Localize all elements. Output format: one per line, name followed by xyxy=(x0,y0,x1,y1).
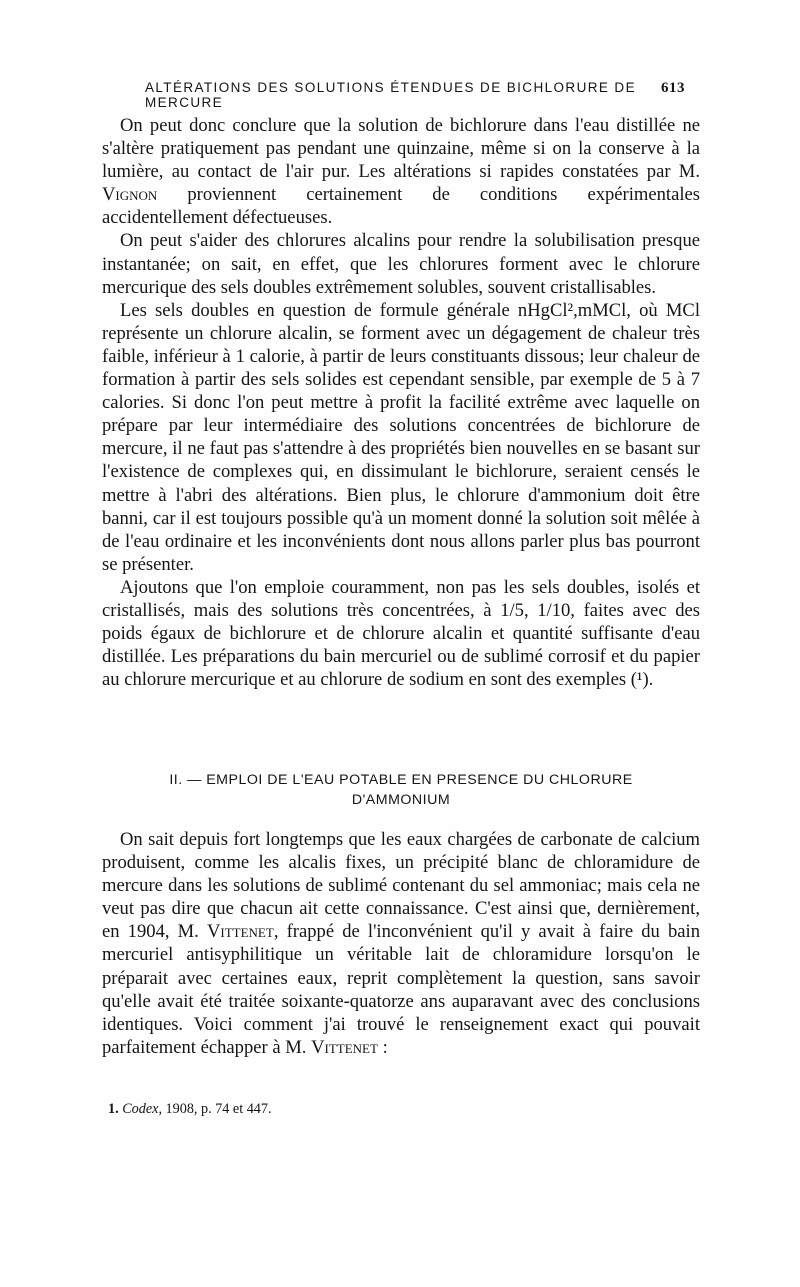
author-name-vittenet: Vittenet xyxy=(206,921,274,943)
paragraph-3: Les sels doubles en question de formule générale nHgCl²,mMCl, où MCl représente un chlorure alcalin, se forment avec un dégagement de chaleur très faible, inférieur à 1 calorie, à partir de leurs constituants dissous; leur chaleur de formation à partir des sels solides est cependant sensible, par exemple de 5 à 7 calories. Si donc l'on peut mettre à profit la facilité extrême avec laquelle on prépare par leur intermédiaire des solutions concentrées de bichlorure de mercure, il ne faut pas s'attendre à des propriétés bien nouvelles en se basant sur l'existence de complexes qui, en dissimulant le bichlorure, seraient censés le mettre à l'abri des altérations. Bien plus, le chlorure d'ammonium doit être banni, car il est toujours possible qu'à un moment donné la solution soit mêlée à de l'eau ordinaire et les inconvénients dont nous allons parler plus bas pourront se présenter. xyxy=(102,299,700,575)
paragraph-5-text-b: , frappé de l'inconvénient qu'il y avait à faire du bain mercuriel antisyphilitique un véritable lait de chloramidure lorsqu'on le préparait avec certaines eaux, reprit complètement la question, sans savoir qu'elle avait été traitée soixante-quatorze ans auparavant avec des conclusions identiques. Voici comment j'ai trouvé le renseignement exact qui pouvait parfaitement échapper à M. xyxy=(102,921,701,1058)
paragraph-4: Ajoutons que l'on emploie couramment, non pas les sels doubles, isolés et cristallisés, mais des solutions très concentrées, à 1/5, 1/10, faites avec des poids égaux de bichlorure et de chlorure alcalin et quantité suffisante d'eau distillée. Les préparations du bain mercuriel ou de sublimé corrosif et du papier au chlorure mercurique et au chlorure de sodium en sont des exemples (¹). xyxy=(102,576,700,691)
footnote xyxy=(108,1100,688,1118)
paragraph-1-text-a: On peut donc conclure que la solution de bichlorure dans l'eau distillée ne s'altère pratiquement pas pendant une quinzaine, même si on la conserve à la lumière, au contact de l'air pur. Les altérations si rapides constatées par M. xyxy=(102,115,700,183)
paragraph-5-text-c: : xyxy=(377,1036,388,1058)
running-title: ALTÉRATIONS DES SOLUTIONS ÉTENDUES DE BICHLORURE DE MERCURE xyxy=(145,80,636,110)
section-2-body xyxy=(102,828,700,1059)
footnote-source: Codex xyxy=(122,1101,159,1117)
page-header xyxy=(145,80,685,110)
paragraph-5 xyxy=(102,828,700,1059)
page-number: 613 xyxy=(661,80,685,96)
footnote-reference: , 1908, p. 74 et 447. xyxy=(158,1101,272,1117)
paragraph-2: On peut s'aider des chlorures alcalins pour rendre la solubilisation presque instantanée; on sait, en effet, que les chlorures forment avec le chlorure mercurique des sels doubles extrêmement solubles, souvent cristallisables. xyxy=(102,230,700,298)
section-2-heading xyxy=(102,770,700,810)
paragraph-1 xyxy=(102,114,700,229)
footnote-number: 1. xyxy=(108,1101,119,1117)
author-name-vittenet-2: Vittenet xyxy=(311,1036,378,1058)
section-2-heading-line-2: D'AMMONIUM xyxy=(351,792,451,808)
paragraph-1-text-b: proviennent certainement de conditions expérimentales accidentellement défectueuses. xyxy=(102,184,700,229)
author-name-vignon: Vignon xyxy=(102,184,158,206)
section-1-body xyxy=(102,114,700,691)
paragraph-5-text-a: On sait depuis fort longtemps que les eaux chargées de carbonate de calcium produisent, comme les alcalis fixes, un précipité blanc de chloramidure de mercure dans les solutions de sublimé contenant du sel ammoniac; mais cela ne veut pas dire que chacun ait cette connaissance. C'est ainsi que, dernièrement, en 1904, M. xyxy=(102,829,700,943)
section-2-heading-line-1: II. — EMPLOI DE L'EAU POTABLE EN PRESENCE DU CHLORURE xyxy=(169,772,633,788)
